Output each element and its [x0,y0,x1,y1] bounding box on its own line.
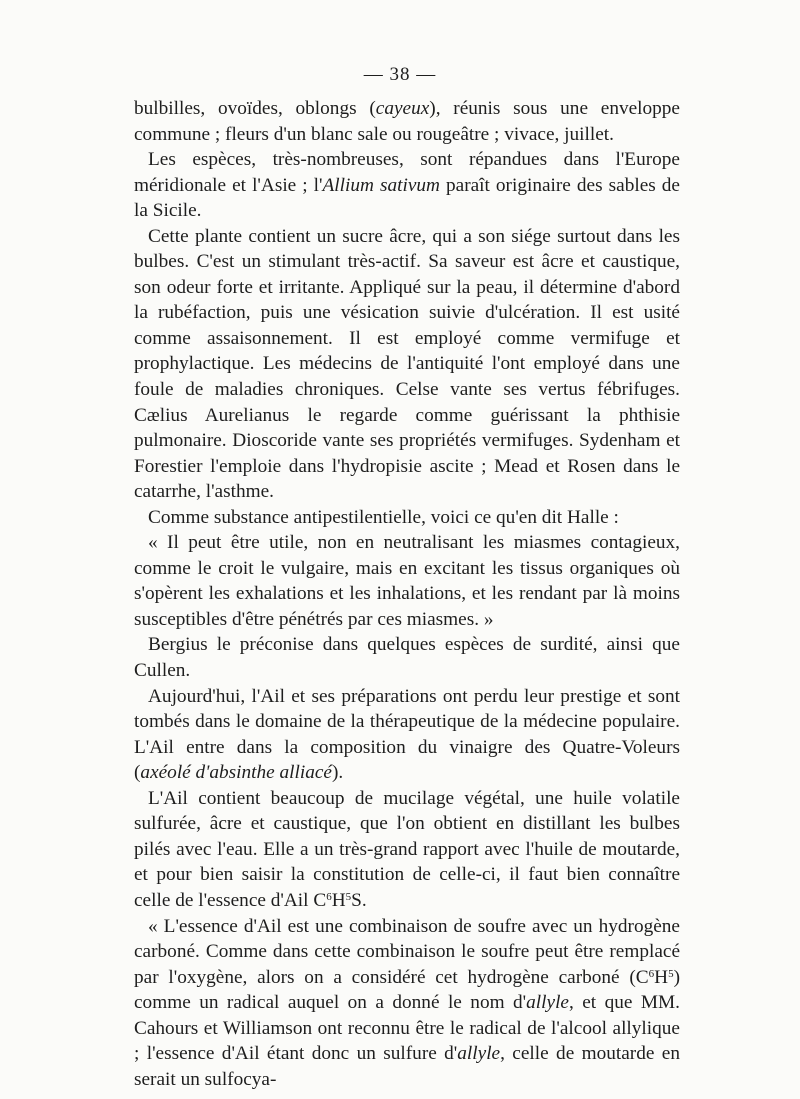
text-run: Bergius le préconise dans quelques espèces de surdité, ainsi que Cullen. [134,634,680,682]
text-run: , celle de moutarde en serait un sulfocya- [134,1043,680,1090]
text-run: H [654,966,669,988]
text-run: Aujourd'hui, l'Ail et ses préparations ont perdu leur prestige et sont tombés dans le domaine de la thérapeutique de la médecine populaire. L'Ail entre dans la composition du vinaigre des Quatre-Voleurs ( [134,685,680,784]
paragraph [134,96,680,147]
text-run: Cette plante contient un sucre âcre, qui a son siége surtout dans les bulbes. C'est un stimulant très-actif. Sa saveur est âcre et caustique, son odeur forte et irritante. Appliqué sur la peau, il détermine d'abord la rubéfaction, puis une vésication suivie d'ulcération. Il est usité comme assaisonnement. Il est employé comme vermifuge et prophylactique. Les médecins de l'antiquité l'ont employé dans une foule de maladies chroniques. Celse vante ses vertus fébrifuges. Cælius Aurelianus le regarde comme guérissant la phthisie pulmonaire. Dioscoride vante ses propriétés vermifuges. Sydenham et Forestier l'emploie dans l'hydropisie ascite ; Mead et Rosen dans le catarrhe, l'asthme. [134,225,680,503]
italic-text: allyle [457,1043,501,1065]
page-number: — 38 — [363,64,437,85]
text-run: Les espèces, très-nombreuses, sont répandues dans l'Europe méridionale et l'Asie ; l' [134,149,680,196]
text-run: « Il peut être utile, non en neutralisant les miasmes contagieux, comme le croit le vulgaire, mais en excitant les tissus organiques où s'opèrent les exhalations et les inhalations, et les rendant par là moins susceptibles d'être pénétrés par ces miasmes. » [134,532,680,630]
paragraph [134,914,680,1093]
text-run: « L'essence d'Ail est une combinaison de soufre avec un hydrogène carboné. Comme dans cette combinaison le soufre peut être remplacé par l'oxygène, alors on a considéré cet hydrogène carboné (C [134,915,680,988]
paragraph [134,530,680,632]
text-run: L'Ail contient beaucoup de mucilage végétal, une huile volatile sulfurée, âcre et caustique, que l'on obtient en distillant les bulbes pilés avec l'eau. Elle a un très-grand rapport avec l'huile de moutarde, et pour bien saisir la constitution de celle-ci, il faut bien connaître celle de l'essence d'Ail C [134,787,680,911]
text-run: paraît originaire des sables de la Sicile. [134,174,680,222]
italic-text: axéolé d'absinthe alliacé [140,762,332,784]
superscript: 6 [648,967,655,980]
paragraph [134,505,680,531]
superscript: 6 [326,890,332,903]
text-run: , et que MM. Cahours et Williamson ont reconnu être le radical de l'alcool allylique ; l'essence d'Ail étant donc un sulfure d' [134,992,680,1065]
text-run: ). [331,762,344,784]
italic-text: cayeux [375,98,430,119]
italic-text: allyle [526,992,569,1014]
superscript: 5 [345,890,352,903]
paragraph [134,684,680,786]
text-run: Comme substance antipestilentielle, voici ce qu'en dit Halle : [148,506,619,528]
paragraph [134,632,680,683]
text-run: bulbilles, ovoïdes, oblongs ( [134,98,376,119]
text-run: ), réunis sous une enveloppe commune ; fleurs d'un blanc sale ou rougeâtre ; vivace, juillet. [134,98,680,145]
paragraph [134,147,680,224]
text-run: S. [351,889,367,911]
paragraph [134,224,680,505]
paragraph [134,786,680,914]
text-run: ) comme un radical auquel on a donné le nom d' [134,966,680,1014]
italic-text: Allium sativum [322,174,440,196]
superscript: 5 [668,967,674,980]
text-run: H [331,889,346,911]
body-text [134,96,680,1092]
